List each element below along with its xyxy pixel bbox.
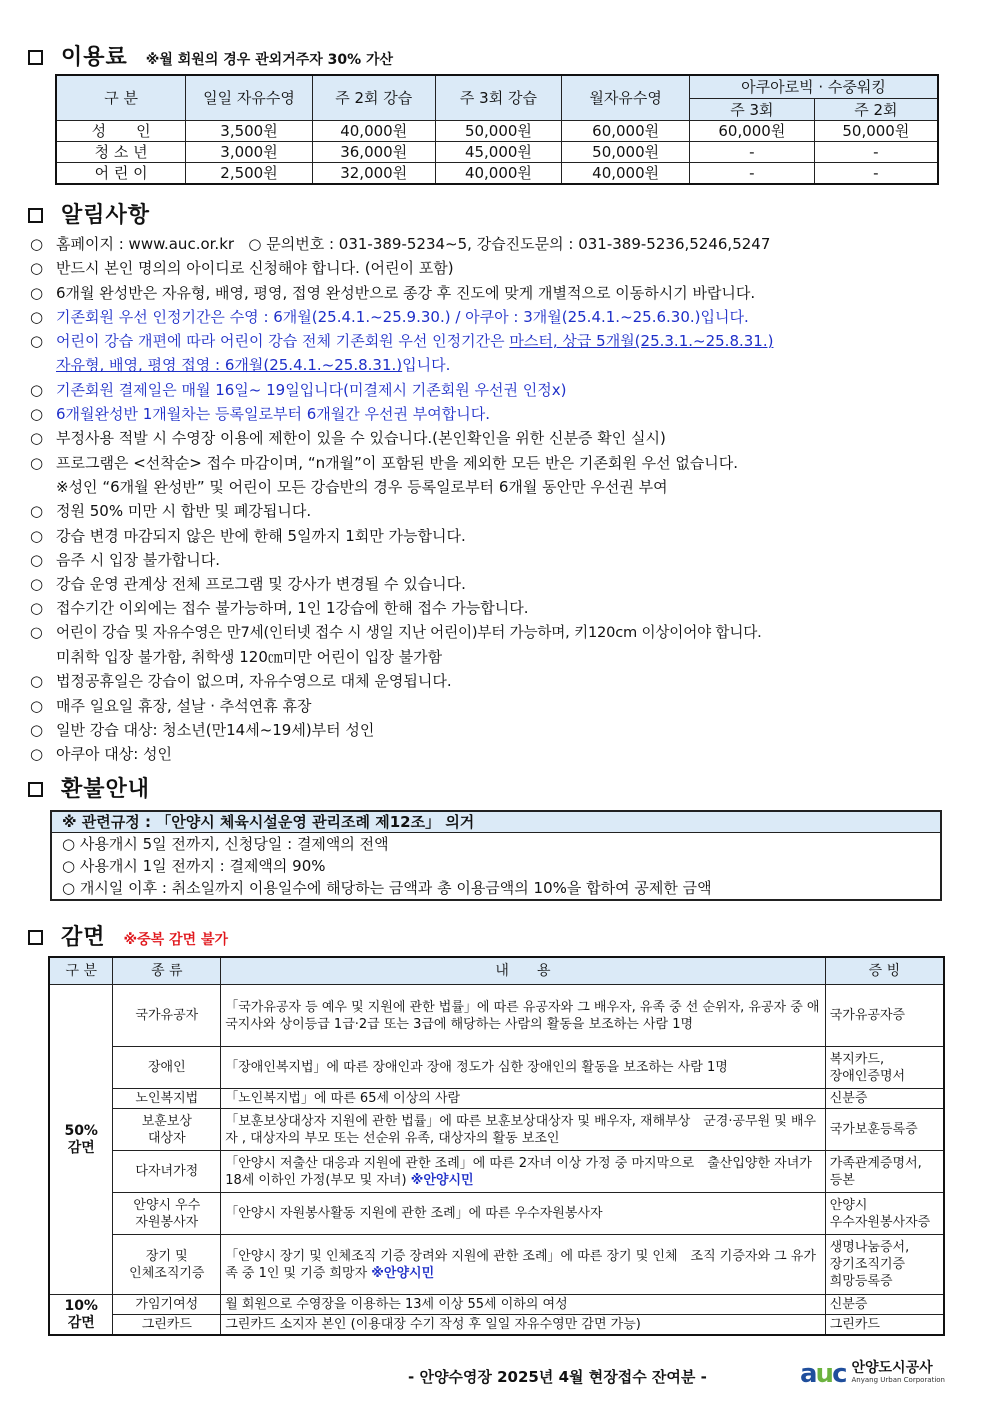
notice-item: ○ 강습 변경 마감되지 않은 반에 한해 5일까지 1회만 가능합니다. bbox=[30, 526, 466, 545]
resident-note: ※안양시민 bbox=[410, 1172, 474, 1188]
discount-type: 국가유공자 bbox=[113, 985, 221, 1047]
notice-title: 알림사항 bbox=[61, 203, 151, 228]
notice-item: ○ 어린이 강습 및 자유수영은 만7세(인터넷 접수 시 생일 지난 어린이)부터 가능하며, 키120cm 이상이어야 합니다. bbox=[30, 623, 762, 641]
notice-text: 프로그램은 <선착순> 접수 마감이며, “n개월”이 포함된 반을 제외한 모든 반은 기존회원 우선 없습니다. bbox=[56, 453, 739, 472]
discount-content-text: 「안양시 저출산 대응과 지원에 관한 조례」에 따른 2자녀 이상 가정 중 마지막으로 출산입양한 자녀가 18세 이하인 가정(부모 및 자녀) bbox=[225, 1155, 812, 1188]
discount-type: 안양시 우수 자원봉사자 bbox=[113, 1193, 221, 1235]
fee-cell: 50,000원 bbox=[562, 141, 690, 162]
fee-header-aqua-sub: 주 3회 bbox=[690, 98, 815, 120]
notice-item bbox=[30, 645, 970, 669]
logo-english: Anyang Urban Corporation bbox=[851, 1376, 945, 1384]
notice-text: 기존회원 우선 인정기간은 수영 : 6개월(25.4.1.~25.9.30.) / 아쿠아 : 3개월(25.4.1.~25.6.30.)입니다. bbox=[56, 307, 749, 326]
notice-text: 아쿠아 대상: 성인 bbox=[56, 745, 173, 764]
fee-header-aqua: 아쿠아로빅 · 수중워킹 bbox=[690, 75, 939, 98]
notice-text: 접수기간 이외에는 접수 불가능하며, 1인 1강습에 한해 접수 가능합니다. bbox=[56, 599, 529, 618]
notice-item: ○ 홈페이지 : www.auc.or.kr ○ 문의번호 : 031-389-5234∼5, 강습진도문의 : 031-389-5236,5246,5247 bbox=[30, 235, 771, 253]
fee-cell: 40,000원 bbox=[562, 162, 690, 184]
square-bullet-icon bbox=[28, 208, 43, 223]
notice-item: ○ 매주 일요일 휴장, 설날 · 추석연휴 휴장 bbox=[30, 696, 312, 715]
discount-content-text: 「안양시 장기 및 인체조직 기증 장려와 지원에 관한 조례」에 따른 장기 및 인체 조직 기증자와 그 유가족 중 1인 및 기증 희망자 bbox=[225, 1248, 816, 1281]
discount-row bbox=[49, 1047, 944, 1089]
refund-line: ○ 개시일 이후 : 취소일까지 이용일수에 해당하는 금액과 총 이용금액의 10%을 합하여 공제한 금액 bbox=[62, 879, 712, 897]
notice-text: 어린이 강습 및 자유수영은 만7세(인터넷 접수 시 생일 지난 어린이)부터 가능하며, 키120cm 이상이어야 합니다. bbox=[56, 623, 762, 641]
homepage-text: 홈페이지 : www.auc.or.kr bbox=[56, 235, 235, 253]
fee-cell: 2,500원 bbox=[186, 162, 313, 184]
square-bullet-icon bbox=[28, 930, 43, 945]
notice-item: ○ 기존회원 결제일은 매월 16일~ 19일입니다(미결제시 기존회원 우선권 인정x) bbox=[30, 380, 567, 399]
discount-content: 「국가유공자 등 예우 및 지원에 관한 법률」에 따른 유공자와 그 배우자, 유족 중 선 순위자, 유공자 중 애국지사와 상이등급 1급·2급 또는 3급에 해당하는 사람의 활동을 보조하는 사람 1명 bbox=[221, 985, 826, 1047]
notice-item: ○ 아쿠아 대상: 성인 bbox=[30, 745, 173, 764]
notice-item: ○ 음주 시 입장 불가합니다. bbox=[30, 550, 220, 569]
discount-group-10: 10% 감면 bbox=[49, 1295, 113, 1336]
discount-header: 증 빙 bbox=[825, 957, 944, 985]
notice-text: 음주 시 입장 불가합니다. bbox=[56, 550, 220, 569]
fee-cell: 40,000원 bbox=[435, 162, 562, 184]
discount-header: 종 류 bbox=[113, 957, 221, 985]
resident-note: ※안양시민 bbox=[371, 1265, 435, 1281]
notice-text: 어린이 강습 개편에 따라 어린이 강습 전체 기존회원 우선 인정기간은 bbox=[56, 332, 510, 351]
notice-item: ○ 부정사용 적발 시 수영장 이용에 제한이 있을 수 있습니다.(본인확인을 위한 신분증 확인 실시) bbox=[30, 429, 666, 448]
fee-cell: 60,000원 bbox=[562, 120, 690, 141]
discount-note: ※중복 감면 불가 bbox=[123, 932, 229, 948]
notice-text: 반드시 본인 명의의 아이디로 신청해야 합니다. (어린이 포함) bbox=[56, 259, 454, 278]
notice-text-underline: 마스터, 상급 5개월(25.3.1.~25.8.31.) bbox=[509, 332, 774, 351]
discount-type: 장기 및 인체조직기증 bbox=[113, 1235, 221, 1295]
fee-cell: 청 소 년 bbox=[56, 141, 186, 162]
discount-type: 다자녀가정 bbox=[113, 1151, 221, 1193]
fee-header: 구 분 bbox=[56, 75, 186, 120]
discount-type: 장애인 bbox=[113, 1047, 221, 1089]
refund-line: ○ 사용개시 5일 전까지, 신청당일 : 결제액의 전액 bbox=[62, 835, 389, 853]
fee-cell: 45,000원 bbox=[435, 141, 562, 162]
discount-proof: 신분증 bbox=[825, 1089, 944, 1109]
notice-item: ○ 접수기간 이외에는 접수 불가능하며, 1인 1강습에 한해 접수 가능합니다. bbox=[30, 599, 529, 618]
notice-text: 법정공휴일은 강습이 없으며, 자유수영으로 대체 운영됩니다. bbox=[56, 672, 452, 691]
notice-text: 기존회원 결제일은 매월 16일~ 19일입니다(미결제시 기존회원 우선권 인정x) bbox=[56, 380, 567, 399]
discount-type: 보훈보상 대상자 bbox=[113, 1109, 221, 1151]
notice-section-heading bbox=[28, 198, 150, 229]
discount-content bbox=[221, 1235, 826, 1295]
square-bullet-icon bbox=[28, 50, 43, 65]
notice-text: 부정사용 적발 시 수영장 이용에 제한이 있을 수 있습니다.(본인확인을 위한 신분증 확인 실시) bbox=[56, 429, 666, 448]
notice-item: ○ 기존회원 우선 인정기간은 수영 : 6개월(25.4.1.~25.9.30.) / 아쿠아 : 3개월(25.4.1.~25.6.30.)입니다. bbox=[30, 307, 749, 326]
discount-type: 가임기여성 bbox=[113, 1295, 221, 1315]
contact-text: 문의번호 : 031-389-5234∼5, 강습진도문의 : 031-389-5236,5246,5247 bbox=[266, 235, 771, 253]
notice-text: 일반 강습 대상: 청소년(만14세~19세)부터 성인 bbox=[56, 720, 375, 739]
discount-header: 내 용 bbox=[221, 957, 826, 985]
fee-row bbox=[56, 120, 938, 141]
discount-proof: 가족관계증명서, 등본 bbox=[825, 1151, 944, 1193]
discount-type: 노인복지법 bbox=[113, 1089, 221, 1109]
discount-header: 구 분 bbox=[49, 957, 113, 985]
notice-item: ○ 6개월 완성반은 자유형, 배영, 평영, 접영 완성반으로 종강 후 진도에 맞게 개별적으로 이동하시기 바랍니다. bbox=[30, 283, 756, 302]
discount-proof: 신분증 bbox=[825, 1295, 944, 1315]
fee-cell: 3,500원 bbox=[186, 120, 313, 141]
discount-proof: 국가유공자증 bbox=[825, 985, 944, 1047]
discount-content: 「노인복지법」에 따른 65세 이상의 사람 bbox=[221, 1089, 826, 1109]
discount-content: 그린카드 소지자 본인 (이용대장 수기 작성 후 일일 자유수영만 감면 가능) bbox=[221, 1315, 826, 1336]
fee-note: ※월 회원의 경우 관외거주자 30% 가산 bbox=[145, 52, 394, 68]
notice-list bbox=[30, 232, 970, 767]
logo-text bbox=[851, 1362, 945, 1386]
logo-mark-icon: auc bbox=[800, 1359, 846, 1389]
fee-row bbox=[56, 162, 938, 184]
notice-text: 매주 일요일 휴장, 설날 · 추석연휴 휴장 bbox=[56, 696, 312, 715]
notice-text-underline: 자유형, 배영, 평영 접영 : 6개월(25.4.1.~25.8.31.) bbox=[56, 356, 403, 375]
notice-text: 6개월 완성반은 자유형, 배영, 평영, 접영 완성반으로 종강 후 진도에 맞게 개별적으로 이동하시기 바랍니다. bbox=[56, 283, 756, 302]
notice-subtext: 미취학 입장 불가함, 취학생 120㎝미만 어린이 입장 불가함 bbox=[56, 648, 443, 667]
notice-item: ○ 반드시 본인 명의의 아이디로 신청해야 합니다. (어린이 포함) bbox=[30, 259, 454, 278]
discount-row bbox=[49, 1295, 944, 1315]
discount-table bbox=[48, 956, 945, 1336]
discount-content bbox=[221, 1151, 826, 1193]
notice-text: 정원 50% 미만 시 합반 및 폐강됩니다. bbox=[56, 502, 312, 521]
notice-item: ○ 강습 운영 관계상 전체 프로그램 및 강사가 변경될 수 있습니다. bbox=[30, 575, 466, 594]
discount-group-50: 50% 감면 bbox=[49, 985, 113, 1295]
notice-item: ○ 법정공휴일은 강습이 없으며, 자유수영으로 대체 운영됩니다. bbox=[30, 672, 452, 691]
fee-cell: - bbox=[814, 141, 938, 162]
fee-cell: 50,000원 bbox=[435, 120, 562, 141]
refund-line: ○ 사용개시 1일 전까지 : 결제액의 90% bbox=[62, 857, 326, 875]
discount-proof: 생명나눔증서, 장기조직기증 희망등록증 bbox=[825, 1235, 944, 1295]
square-bullet-icon bbox=[28, 782, 43, 797]
logo-korean: 안양도시공사 bbox=[851, 1360, 933, 1376]
notice-item bbox=[30, 475, 970, 499]
discount-proof: 복지카드, 장애인증명서 bbox=[825, 1047, 944, 1089]
discount-content: 「장애인복지법」에 따른 장애인과 장애 정도가 심한 장애인의 활동을 보조하는 사람 1명 bbox=[221, 1047, 826, 1089]
refund-section-heading bbox=[28, 772, 150, 803]
fee-header: 일일 자유수영 bbox=[186, 75, 313, 120]
notice-text: 6개월완성반 1개월차는 등록일로부터 6개월간 우선권 부여합니다. bbox=[56, 405, 490, 424]
discount-row bbox=[49, 1109, 944, 1151]
fee-header: 주 3회 강습 bbox=[435, 75, 562, 120]
notice-item: ○ 6개월완성반 1개월차는 등록일로부터 6개월간 우선권 부여합니다. bbox=[30, 405, 490, 424]
discount-row bbox=[49, 1193, 944, 1235]
fee-cell: - bbox=[814, 162, 938, 184]
fee-cell: 어 린 이 bbox=[56, 162, 186, 184]
discount-row bbox=[49, 1235, 944, 1295]
notice-text: 강습 변경 마감되지 않은 반에 한해 5일까지 1회만 가능합니다. bbox=[56, 526, 466, 545]
refund-title: 환불안내 bbox=[61, 777, 151, 802]
fee-row bbox=[56, 141, 938, 162]
discount-row bbox=[49, 1151, 944, 1193]
fee-table bbox=[55, 74, 939, 185]
discount-proof: 그린카드 bbox=[825, 1315, 944, 1336]
notice-subtext: ※성인 “6개월 완성반” 및 어린이 모든 강습반의 경우 등록일로부터 6개월 동안만 우선권 부여 bbox=[56, 477, 668, 496]
discount-proof: 국가보훈등록증 bbox=[825, 1109, 944, 1151]
fee-cell: 50,000원 bbox=[814, 120, 938, 141]
discount-content: 「안양시 자원봉사활동 지원에 관한 조례」에 따른 우수자원봉사자 bbox=[221, 1193, 826, 1235]
notice-item bbox=[30, 353, 970, 377]
fee-cell: 36,000원 bbox=[312, 141, 435, 162]
notice-item: ○ 어린이 강습 개편에 따라 어린이 강습 전체 기존회원 우선 인정기간은 마스터, 상급 5개월(25.3.1.~25.8.31.) bbox=[30, 332, 774, 351]
discount-content: 「보훈보상대상자 지원에 관한 법률」에 따른 보훈보상대상자 및 배우자, 재해부상 군경·공무원 및 배우자 , 대상자의 부모 또는 선순위 유족, 대상자의 활동 보조인 bbox=[221, 1109, 826, 1151]
notice-text: 입니다. bbox=[402, 356, 451, 375]
auc-logo bbox=[800, 1361, 945, 1387]
fee-cell: 40,000원 bbox=[312, 120, 435, 141]
footer-text: - 안양수영장 2025년 4월 현장접수 잔여분 - bbox=[408, 1368, 707, 1386]
fee-title: 이용료 bbox=[61, 45, 128, 70]
fee-cell: - bbox=[690, 162, 815, 184]
notice-text: 강습 운영 관계상 전체 프로그램 및 강사가 변경될 수 있습니다. bbox=[56, 575, 466, 594]
notice-item: ○ 정원 50% 미만 시 합반 및 폐강됩니다. bbox=[30, 502, 312, 521]
discount-row bbox=[49, 1089, 944, 1109]
discount-section-heading bbox=[28, 920, 228, 951]
notice-item: ○ 일반 강습 대상: 청소년(만14세~19세)부터 성인 bbox=[30, 720, 375, 739]
fee-cell: 성 인 bbox=[56, 120, 186, 141]
fee-header: 월자유수영 bbox=[562, 75, 690, 120]
discount-title: 감면 bbox=[61, 925, 106, 950]
fee-section-heading bbox=[28, 40, 393, 71]
notice-item: ○ 프로그램은 <선착순> 접수 마감이며, “n개월”이 포함된 반을 제외한 모든 반은 기존회원 우선 없습니다. bbox=[30, 453, 739, 472]
fee-cell: - bbox=[690, 141, 815, 162]
discount-row bbox=[49, 985, 944, 1047]
refund-box bbox=[50, 810, 942, 901]
fee-header-aqua-sub: 주 2회 bbox=[814, 98, 938, 120]
refund-regulation: ※ 관련규정 : 「안양시 체육시설운영 관리조례 제12조」 의거 bbox=[52, 812, 940, 833]
fee-cell: 60,000원 bbox=[690, 120, 815, 141]
discount-proof: 안양시 우수자원봉사자증 bbox=[825, 1193, 944, 1235]
fee-cell: 3,000원 bbox=[186, 141, 313, 162]
discount-content: 월 회원으로 수영장을 이용하는 13세 이상 55세 이하의 여성 bbox=[221, 1295, 826, 1315]
fee-cell: 32,000원 bbox=[312, 162, 435, 184]
fee-header: 주 2회 강습 bbox=[312, 75, 435, 120]
discount-type: 그린카드 bbox=[113, 1315, 221, 1336]
discount-row bbox=[49, 1315, 944, 1336]
